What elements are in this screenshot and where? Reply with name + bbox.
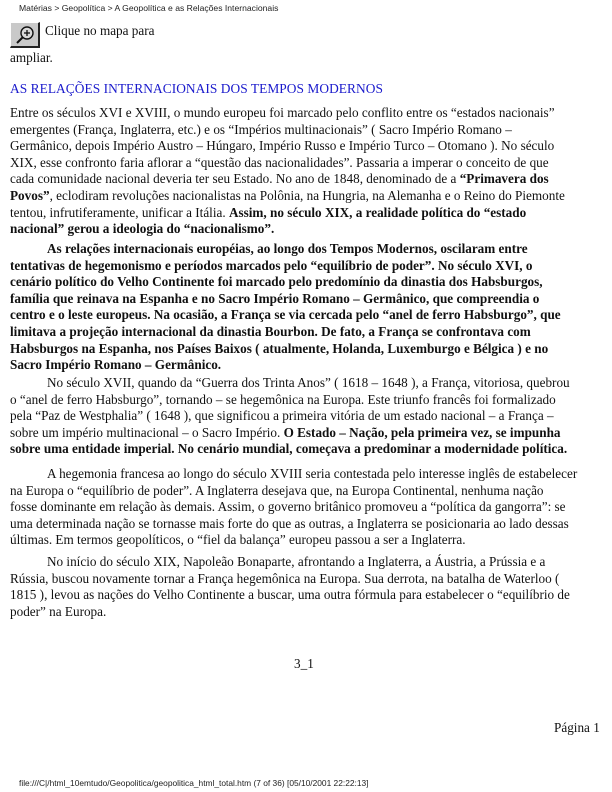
- text-line: [10, 221, 602, 238]
- text-line: Rússia, buscou novamente tornar a França hegemônica na Europa. Sua derrota, na batalha de Waterloo (: [10, 570, 560, 586]
- text-line: [10, 441, 602, 458]
- text-line: No início do século XIX, Napoleão Bonaparte, afrontando a Inglaterra, a Áustria, a Prússia e a: [47, 554, 546, 569]
- text-line: XIX, esse confronto faria aflorar a “questão das nacionalidades”. Passaria a imperar o conceito de que: [10, 154, 549, 170]
- text-run: sobre um império multinacional – o Sacro Império.: [10, 424, 284, 440]
- text-line: Habsburgos na Espanha, nos Países Baixos ( atualmente, Holanda, Luxemburgo e Bélgica ) e no: [10, 340, 549, 356]
- text-line: pela “Paz de Westphalia” ( 1648 ), que significou a primeira vitória de um estado nacional – a França –: [10, 408, 554, 424]
- text-line: uma determinada nação se tornasse mais forte do que as outras, a Inglaterra se posicionaria ao lado dessas: [10, 515, 569, 531]
- zoom-map-button[interactable]: [10, 22, 40, 48]
- bold-text: sobre uma entidade imperial. No cenário mundial, começava a predominar a modernidade política.: [10, 441, 568, 457]
- breadcrumb: Matérias > Geopolítica > A Geopolítica e as Relações Internacionais: [19, 3, 279, 13]
- section-number: 3_1: [294, 656, 314, 671]
- text-line: emergentes (França, Inglaterra, etc.) e os “Impérios multinacionais” ( Sacro Império Romano –: [10, 121, 512, 137]
- text-line: cenário político do Velho Continente foi marcado pelo predomínio da dinastia dos Habsburgos,: [10, 274, 543, 290]
- paragraph-1: [10, 105, 602, 238]
- paragraph-5: [10, 554, 602, 620]
- text-line: [10, 171, 602, 188]
- zoom-caption-continued: ampliar.: [10, 50, 53, 65]
- text-line: As relações internacionais européias, ao longo dos Tempos Modernos, oscilaram entre: [47, 241, 528, 256]
- text-line: limitava a projeção internacional da dinastia Bourbon. De fato, a França se confrontava com: [10, 323, 531, 339]
- section-title: AS RELAÇÕES INTERNACIONAIS DOS TEMPOS MODERNOS: [10, 81, 383, 96]
- bold-text: Assim, no século XIX, a realidade política do “estado: [228, 204, 527, 220]
- bold-text: “Primavera dos: [459, 171, 549, 187]
- text-line: poder” na Europa.: [10, 603, 107, 619]
- text-line: fosse dominante em relação às demais. Assim, o governo britânico promoveu a “política da gangorra”: se: [10, 499, 566, 515]
- paragraph-3: [10, 375, 602, 458]
- paragraph-2: [10, 241, 602, 374]
- file-path-footer: file:///C|/html_10emtudo/Geopolitica/geopolitica_html_total.htm (7 of 36) [05/10/2001 22:22:13]: [19, 778, 369, 788]
- text-line: Entre os séculos XVI e XVIII, o mundo europeu foi marcado pelo conflito entre os “estados nacionais”: [10, 105, 555, 120]
- text-run: tentou, infrutiferamente, unificar a Itália.: [10, 204, 229, 220]
- text-line: o “anel de ferro Habsburgo”, tornando – se hegemônica na Europa. Este triunfo francês foi formalizado: [10, 391, 556, 407]
- text-line: na Europa o “equilíbrio de poder”. A Inglaterra desejava que, na Europa Continental, nenhuma nação: [10, 482, 544, 498]
- text-run: cada comunidade nacional deveria ter seu Estado. No ano de 1848, denominado de a: [10, 171, 460, 187]
- text-line: 1815 ), levou as nações do Velho Continente a buscar, uma outra fórmula para estabelecer o “equilíbrio de: [10, 587, 570, 603]
- text-line: centro e o leste europeus. Na ocasião, a França se via cercada pelo “anel de ferro Habsburgo”, que: [10, 307, 561, 323]
- text-run: , eclodiram revoluções nacionalistas na Polônia, na Hungria, na Alemanha e o Reino do Piemonte: [49, 187, 565, 203]
- text-line: família que reinava na Espanha e no Sacro Império Romano – Germânico, que compreendia o: [10, 290, 540, 306]
- page-number: Página 1: [554, 720, 600, 735]
- text-line: [10, 205, 602, 222]
- text-line: No século XVII, quando da “Guerra dos Trinta Anos” ( 1618 – 1648 ), a França, vitoriosa, quebrou: [47, 375, 570, 390]
- magnifier-plus-icon: [14, 25, 36, 45]
- text-line: Germânico, depois Império Austro – Húngaro, Império Russo e Império Turco – Otomano ). No século: [10, 138, 555, 154]
- text-line: [10, 188, 602, 205]
- text-line: Sacro Império Romano – Germânico.: [10, 357, 222, 373]
- bold-text: O Estado – Nação, pela primeira vez, se impunha: [283, 424, 561, 440]
- bold-text: Povos”: [10, 187, 50, 203]
- text-line: últimas. Em termos geopolíticos, o “fiel da balança” europeu passou a ser a Inglaterra.: [10, 532, 466, 548]
- text-line: tentativas de hegemonismo e períodos marcados pelo “equilíbrio de poder”. No século XVI, o: [10, 257, 533, 273]
- paragraph-4: [10, 466, 602, 549]
- zoom-caption: Clique no mapa para: [45, 23, 155, 38]
- bold-text: nacional” gerou a ideologia do “nacionalismo”.: [10, 221, 275, 237]
- text-line: A hegemonia francesa ao longo do século XVIII seria contestada pelo interesse inglês de estabelecer: [47, 466, 578, 481]
- text-line: [10, 425, 602, 442]
